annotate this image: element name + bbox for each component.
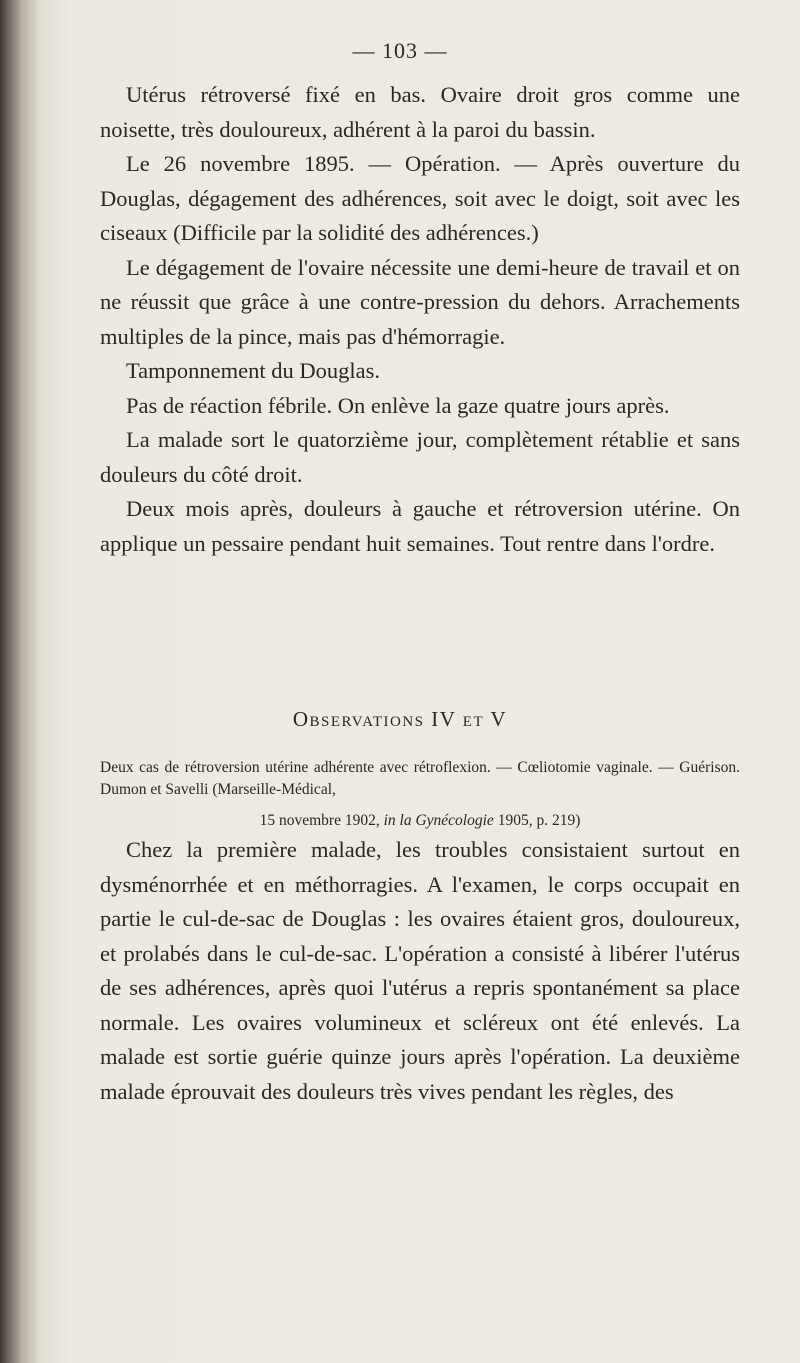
paragraph: Deux mois après, douleurs à gauche et rétroversion utérine. On applique un pessaire pendant huit semaines. Tout rentre dans l'ordre. <box>100 496 740 556</box>
ref-journal: la Gynécologie <box>399 812 494 829</box>
paragraph: Le 26 novembre 1895. — Opération. — Après ouverture du Douglas, dégagement des adhérences, soit avec le doigt, soit avec les ciseaux (Difficile par la solidité des adhérences.) <box>100 151 740 245</box>
paragraph: Pas de réaction fébrile. On enlève la gaze quatre jours après. <box>126 392 670 418</box>
summary-text: Deux cas de rétroversion utérine adhérente avec rétroflexion. — Cœliotomie vaginale. — Guérison. Dumon et Savelli (Marseille-Médical, <box>100 759 740 798</box>
paragraph: Chez la première malade, les troubles consistaient surtout en dysménorrhée et en méthorragies. A l'examen, le corps occupait en partie le cul-de-sac de Douglas : les ovaires étaient gros, douloureux, et prolabés dans le cul-de-sac. L'opération a consisté à libérer l'utérus de ses adhérences, après quoi l'utérus a repris spontanément sa place normale. Les ovaires volumineux et scléreux ont été enlevés. La malade est sortie guérie quinze jours après l'opération. La deuxième malade éprouvait des douleurs très vives pendant les règles, des <box>100 837 740 1104</box>
observation-text <box>100 78 740 561</box>
section-heading: Observations IV et V <box>292 707 508 731</box>
page-number: — 103 — <box>352 38 448 63</box>
summary-reference <box>100 810 740 832</box>
ref-start: 15 novembre 1902, <box>259 812 384 829</box>
paragraph: Utérus rétroversé fixé en bas. Ovaire droit gros comme une noisette, très douloureux, adhérent à la paroi du bassin. <box>100 82 740 142</box>
ref-end: 1905, p. 219) <box>493 812 581 829</box>
case-summary <box>100 757 740 832</box>
observation-text-bottom <box>100 833 740 1109</box>
paragraph: La malade sort le quatorzième jour, complètement rétablie et sans douleurs du côté droit. <box>100 427 740 487</box>
ref-in: in <box>383 812 396 829</box>
paragraph: Tamponnement du Douglas. <box>126 358 381 383</box>
paragraph: Le dégagement de l'ovaire nécessite une demi-heure de travail et on ne réussit que grâce à une contre-pression du dehors. Arrachements multiples de la pince, mais pas d'hémorragie. <box>100 254 740 349</box>
